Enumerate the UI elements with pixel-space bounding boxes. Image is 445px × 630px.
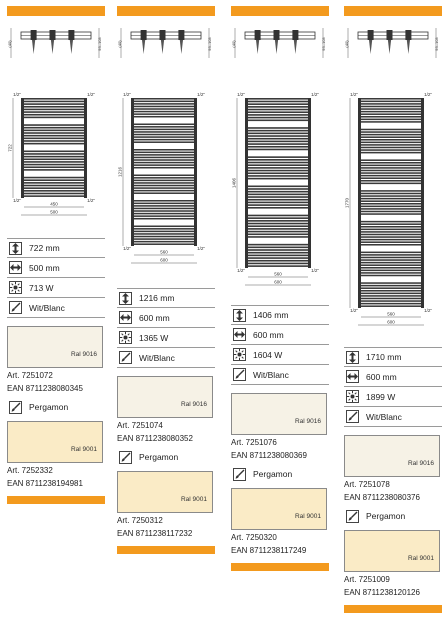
finish2-label: Pergamon bbox=[29, 402, 69, 412]
thread-label: 1/2" bbox=[13, 198, 21, 203]
color-swatch-cream bbox=[231, 488, 327, 530]
spec-table bbox=[117, 288, 215, 554]
horizontal-arrows-icon bbox=[9, 261, 22, 274]
paint-brush-icon bbox=[119, 451, 132, 464]
power-row bbox=[231, 345, 329, 365]
thread-label: 1/2" bbox=[424, 308, 432, 313]
height-dim-label: 1216 bbox=[117, 166, 123, 178]
finish2-row bbox=[344, 506, 442, 526]
article-number: Art. 7252332 bbox=[7, 466, 53, 475]
article-number: Art. 7251072 bbox=[7, 371, 53, 380]
thread-label: 1/2" bbox=[311, 268, 319, 273]
accent-bar bbox=[7, 6, 105, 16]
inner-width-dim-label: 450 bbox=[50, 201, 58, 207]
finish2-label: Pergamon bbox=[253, 469, 293, 479]
width-row bbox=[117, 308, 215, 328]
height-value: 1406 mm bbox=[253, 310, 289, 320]
accent-bar bbox=[231, 563, 329, 571]
radiator-drawing bbox=[231, 22, 329, 290]
vertical-arrows-icon bbox=[233, 309, 246, 322]
power-value: 1899 W bbox=[366, 391, 396, 402]
power-value: 713 W bbox=[29, 282, 54, 293]
accent-bar bbox=[231, 6, 329, 16]
wall-offset-label: (40) bbox=[344, 40, 349, 48]
finish-label: Wit/Blanc bbox=[139, 352, 175, 363]
paint-brush-icon bbox=[346, 510, 359, 523]
ean-code: EAN 8711238117249 bbox=[231, 546, 307, 555]
paint-brush-icon bbox=[9, 301, 22, 314]
ean-code: EAN 8711238080352 bbox=[117, 434, 193, 443]
heat-sun-icon bbox=[119, 331, 132, 344]
thread-label: 1/2" bbox=[350, 308, 358, 313]
article-number: Art. 7251074 bbox=[117, 421, 163, 430]
outer-width-dim-label: 500 bbox=[50, 209, 58, 215]
paint-brush-icon bbox=[346, 410, 359, 423]
height-row bbox=[231, 305, 329, 325]
thread-label: 1/2" bbox=[424, 92, 432, 97]
vertical-arrows-icon bbox=[346, 351, 359, 364]
spec-table bbox=[231, 305, 329, 571]
vertical-arrows-icon bbox=[119, 292, 132, 305]
thread-label: 1/2" bbox=[123, 92, 131, 97]
heat-sun-icon bbox=[9, 281, 22, 294]
height-row bbox=[117, 288, 215, 308]
horizontal-arrows-icon bbox=[119, 311, 132, 324]
article-number: Art. 7251009 bbox=[344, 575, 390, 584]
article-number: Art. 7250320 bbox=[231, 533, 277, 542]
radiator-drawing bbox=[117, 22, 215, 268]
thread-label: 1/2" bbox=[87, 92, 95, 97]
horizontal-arrows-icon bbox=[346, 370, 359, 383]
ral-code: Ral 9001 bbox=[180, 496, 207, 503]
ral-code: Ral 9016 bbox=[70, 351, 97, 358]
paint-brush-icon bbox=[233, 468, 246, 481]
accent-bar bbox=[117, 6, 215, 16]
ean-code: EAN 8711238117232 bbox=[117, 529, 193, 538]
height-value: 1710 mm bbox=[366, 352, 402, 362]
width-value: 600 mm bbox=[139, 312, 170, 323]
article-number: Art. 7251078 bbox=[344, 480, 390, 489]
outer-width-dim-label: 600 bbox=[160, 257, 168, 263]
ral-code: Ral 9001 bbox=[294, 513, 321, 520]
article-number: Art. 7251076 bbox=[231, 438, 277, 447]
article-number: Art. 7250312 bbox=[117, 516, 163, 525]
ral-code: Ral 9016 bbox=[180, 401, 207, 408]
radiator-drawing bbox=[7, 22, 105, 220]
outer-width-dim-label: 600 bbox=[274, 279, 282, 285]
power-row bbox=[7, 278, 105, 298]
inner-width-dim-label: 560 bbox=[387, 311, 395, 317]
color-swatch-white bbox=[231, 393, 327, 435]
ean-code: EAN 8711238080369 bbox=[231, 451, 307, 460]
finish-row bbox=[117, 348, 215, 368]
spec-table bbox=[344, 347, 442, 613]
height-dim-label: 1406 bbox=[231, 177, 237, 189]
width-row bbox=[7, 258, 105, 278]
color-swatch-cream bbox=[344, 530, 440, 572]
bracket-dim-label: 93–103 bbox=[207, 37, 212, 51]
horizontal-arrows-icon bbox=[233, 328, 246, 341]
thread-label: 1/2" bbox=[237, 92, 245, 97]
paint-brush-icon bbox=[119, 351, 132, 364]
thread-label: 1/2" bbox=[311, 92, 319, 97]
ean-code: EAN 8711238120126 bbox=[344, 588, 420, 597]
thread-label: 1/2" bbox=[350, 92, 358, 97]
height-value: 722 mm bbox=[29, 243, 60, 253]
ral-code: Ral 9016 bbox=[407, 460, 434, 467]
ean-code: EAN 8711238080345 bbox=[7, 384, 83, 393]
color-swatch-cream bbox=[117, 471, 213, 513]
width-row bbox=[344, 367, 442, 387]
color-swatch-cream bbox=[7, 421, 103, 463]
finish-row bbox=[7, 298, 105, 318]
wall-offset-label: (40) bbox=[7, 40, 12, 48]
color-swatch-white bbox=[344, 435, 440, 477]
bracket-dim-label: 93–103 bbox=[321, 37, 326, 51]
finish2-row bbox=[231, 464, 329, 484]
ral-code: Ral 9001 bbox=[407, 555, 434, 562]
accent-bar bbox=[7, 496, 105, 504]
width-value: 600 mm bbox=[366, 371, 397, 382]
thread-label: 1/2" bbox=[123, 246, 131, 251]
spec-table bbox=[7, 238, 105, 504]
outer-width-dim-label: 600 bbox=[387, 319, 395, 325]
radiator-drawing bbox=[344, 22, 442, 330]
thread-label: 1/2" bbox=[197, 246, 205, 251]
ral-code: Ral 9001 bbox=[70, 446, 97, 453]
color-swatch-white bbox=[117, 376, 213, 418]
wall-offset-label: (40) bbox=[117, 40, 122, 48]
wall-offset-label: (40) bbox=[231, 40, 236, 48]
height-row bbox=[344, 347, 442, 367]
ean-code: EAN 8711238080376 bbox=[344, 493, 420, 502]
bracket-dim-label: 93–103 bbox=[97, 37, 102, 51]
accent-bar bbox=[344, 605, 442, 613]
power-row bbox=[344, 387, 442, 407]
color-swatch-white bbox=[7, 326, 103, 368]
finish2-row bbox=[7, 397, 105, 417]
paint-brush-icon bbox=[9, 401, 22, 414]
ral-code: Ral 9016 bbox=[294, 418, 321, 425]
finish2-row bbox=[117, 447, 215, 467]
finish-row bbox=[231, 365, 329, 385]
finish-label: Wit/Blanc bbox=[29, 302, 65, 313]
finish2-label: Pergamon bbox=[366, 511, 406, 521]
ean-code: EAN 8711238194981 bbox=[7, 479, 83, 488]
thread-label: 1/2" bbox=[237, 268, 245, 273]
finish-label: Wit/Blanc bbox=[366, 411, 402, 422]
height-row bbox=[7, 238, 105, 258]
power-value: 1604 W bbox=[253, 349, 283, 360]
finish-label: Wit/Blanc bbox=[253, 369, 289, 380]
finish2-label: Pergamon bbox=[139, 452, 179, 462]
width-value: 500 mm bbox=[29, 262, 60, 273]
height-value: 1216 mm bbox=[139, 293, 175, 303]
width-value: 600 mm bbox=[253, 329, 284, 340]
heat-sun-icon bbox=[233, 348, 246, 361]
thread-label: 1/2" bbox=[87, 198, 95, 203]
width-row bbox=[231, 325, 329, 345]
power-value: 1365 W bbox=[139, 332, 169, 343]
power-row bbox=[117, 328, 215, 348]
inner-width-dim-label: 560 bbox=[160, 249, 168, 255]
accent-bar bbox=[117, 546, 215, 554]
paint-brush-icon bbox=[233, 368, 246, 381]
vertical-arrows-icon bbox=[9, 242, 22, 255]
height-dim-label: 722 bbox=[7, 144, 13, 152]
heat-sun-icon bbox=[346, 390, 359, 403]
accent-bar bbox=[344, 6, 442, 16]
height-dim-label: 1770 bbox=[344, 197, 350, 209]
finish-row bbox=[344, 407, 442, 427]
thread-label: 1/2" bbox=[197, 92, 205, 97]
inner-width-dim-label: 560 bbox=[274, 271, 282, 277]
thread-label: 1/2" bbox=[13, 92, 21, 97]
bracket-dim-label: 93–103 bbox=[434, 37, 439, 51]
